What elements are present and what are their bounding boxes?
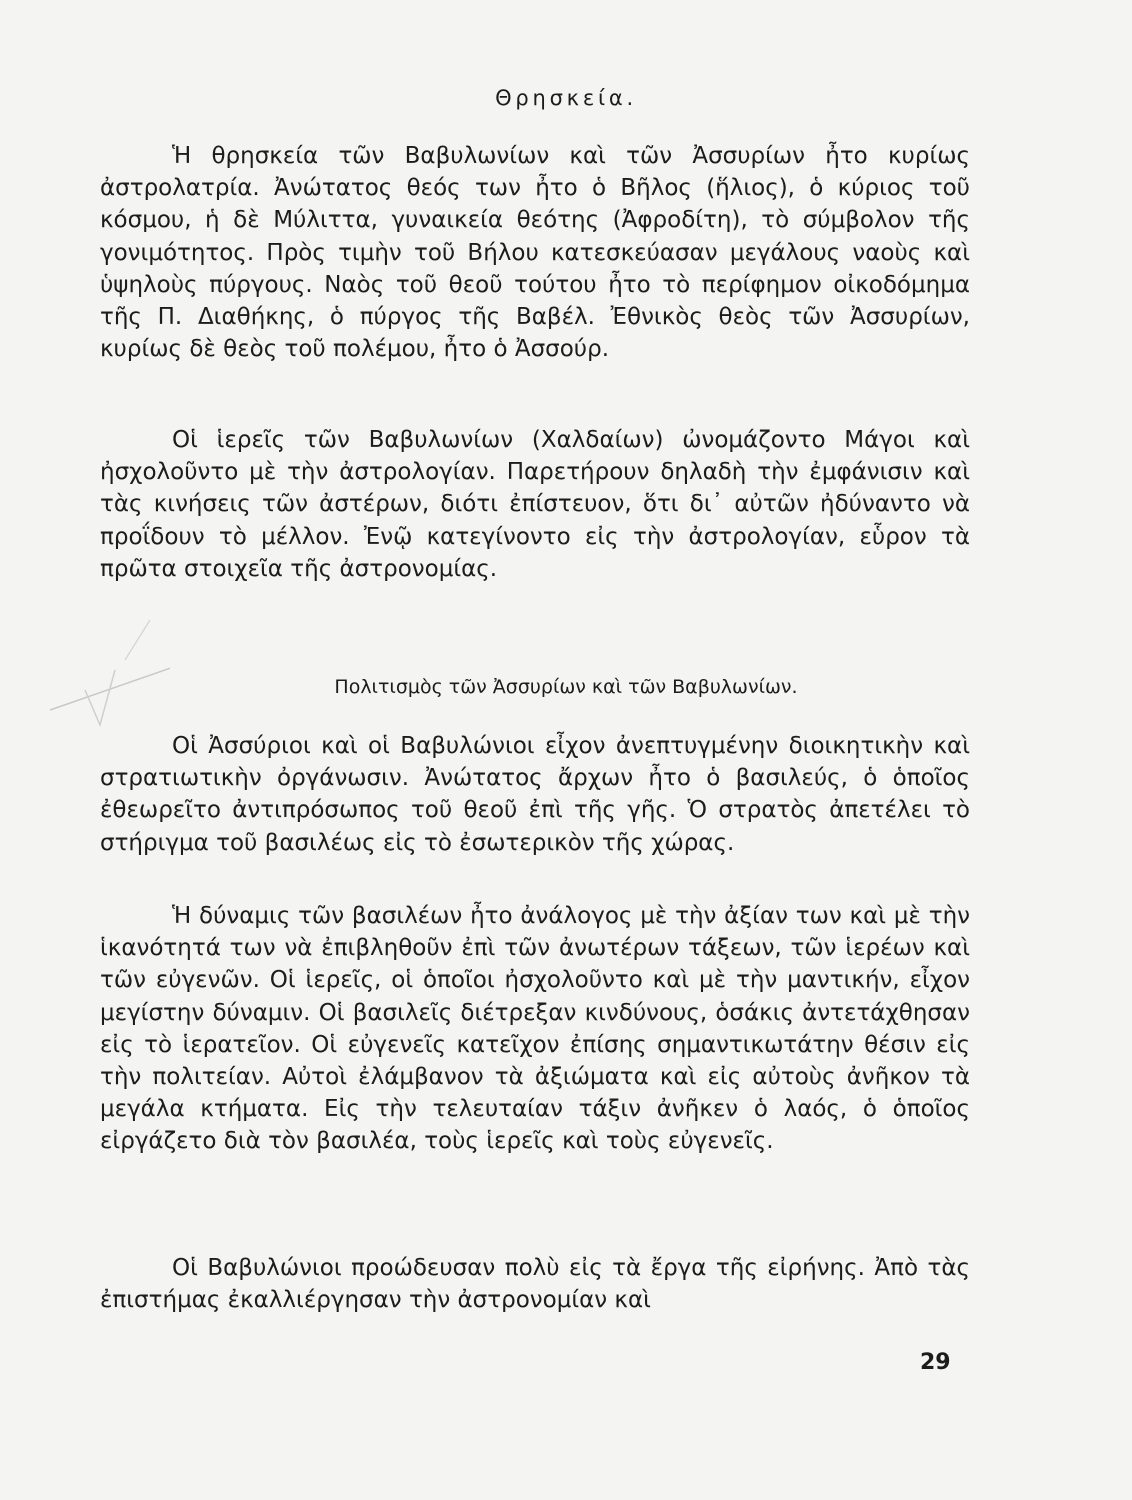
paragraph-civilization-3: Οἱ Βαβυλώνιοι προώδευσαν πολὺ εἰς τὰ ἔργα τῆς εἰρήνης. Ἀπὸ τὰς ἐπιστήμας ἐκαλλιέργησαν τὴν ἀστρονομίαν καὶ: [100, 1255, 970, 1314]
paragraph-civilization-1: Οἱ Ἀσσύριοι καὶ οἱ Βαβυλώνιοι εἶχον ἀνεπτυγμένην διοικητικὴν καὶ στρατιωτικὴν ὀργάνωσιν. Ἀνώτατος ἄρχων ἦτο ὁ βασιλεύς, ὁ ὁποῖος ἐθεωρεῖτο ἀντιπρόσωπος τοῦ θεοῦ ἐπὶ τῆς γῆς. Ὁ στρατὸς ἀπετέλει τὸ στήριγμα τοῦ βασιλέως εἰς τὸ ἐσωτερικὸν τῆς χώρας.: [100, 733, 970, 856]
section-heading-religion: Θρησκεία.: [495, 86, 637, 110]
paragraph-civilization-2: Ἡ δύναμις τῶν βασιλέων ἦτο ἀνάλογος μὲ τὴν ἀξίαν των καὶ μὲ τὴν ἱκανότητά των νὰ ἐπιβληθοῦν ἐπὶ τῶν ἀνωτέρων τάξεων, τῶν ἱερέων καὶ τῶν εὐγενῶν. Οἱ ἱερεῖς, οἱ ὁποῖοι ἠσχολοῦντο καὶ μὲ τὴν μαντικήν, εἶχον μεγίστην δύναμιν. Οἱ βασιλεῖς διέτρεξαν κινδύνους, ὁσάκις ἀντετάχθησαν εἰς τὸ ἱερατεῖον. Οἱ εὐγενεῖς κατεῖχον ἐπίσης σημαντικωτάτην θέσιν εἰς τὴν πολιτείαν. Αὐτοὶ ἐλάμβανον τὰ ἀξιώματα καὶ εἰς αὐτοὺς ἀνῆκον τὰ μεγάλα κτήματα. Εἰς τὴν τελευταίαν τάξιν ἀνῆκεν ὁ λαός, ὁ ὁποῖος εἰργάζετο διὰ τὸν βασιλέα, τοὺς ἱερεῖς καὶ τοὺς εὐγενεῖς.: [100, 903, 970, 1155]
paragraph-religion-1: Ἡ θρησκεία τῶν Βαβυλωνίων καὶ τῶν Ἀσσυρίων ἦτο κυρίως ἀστρολατρία. Ἀνώτατος θεός των ἦτο ὁ Βῆλος (ἥλιος), ὁ κύριος τοῦ κόσμου, ἡ δὲ Μύλιττα, γυναικεία θεότης (Ἀφροδίτη), τὸ σύμβολον τῆς γονιμότητος. Πρὸς τιμὴν τοῦ Βήλου κατεσκεύασαν μεγάλους ναοὺς καὶ ὑψηλοὺς πύργους. Ναὸς τοῦ θεοῦ τούτου ἦτο τὸ περίφημον οἰκοδόμημα τῆς Π. Διαθήκης, ὁ πύργος τῆς Βαβέλ. Ἐθνικὸς θεὸς τῶν Ἀσσυρίων, κυρίως δὲ θεὸς τοῦ πολέμου, ἦτο ὁ Ἀσσούρ.: [100, 143, 970, 363]
subsection-heading-civilization: Πολιτισμὸς τῶν Ἀσσυρίων καὶ τῶν Βαβυλωνίων.: [334, 676, 798, 698]
paragraph-religion-2: Οἱ ἱερεῖς τῶν Βαβυλωνίων (Χαλδαίων) ὠνομάζοντο Μάγοι καὶ ἠσχολοῦντο μὲ τὴν ἀστρολογίαν. Παρετήρουν δηλαδὴ τὴν ἐμφάνισιν καὶ τὰς κινήσεις τῶν ἀστέρων, διότι ἐπίστευον, ὅτι δι᾽ αὐτῶν ἠδύναντο νὰ προΐδουν τὸ μέλλον. Ἐνῷ κατεγίνοντο εἰς τὴν ἀστρολογίαν, εὗρον τὰ πρῶτα στοιχεῖα τῆς ἀστρονομίας.: [100, 427, 970, 582]
pencil-scribble: [30, 600, 170, 740]
page-number: 29: [920, 1350, 951, 1375]
